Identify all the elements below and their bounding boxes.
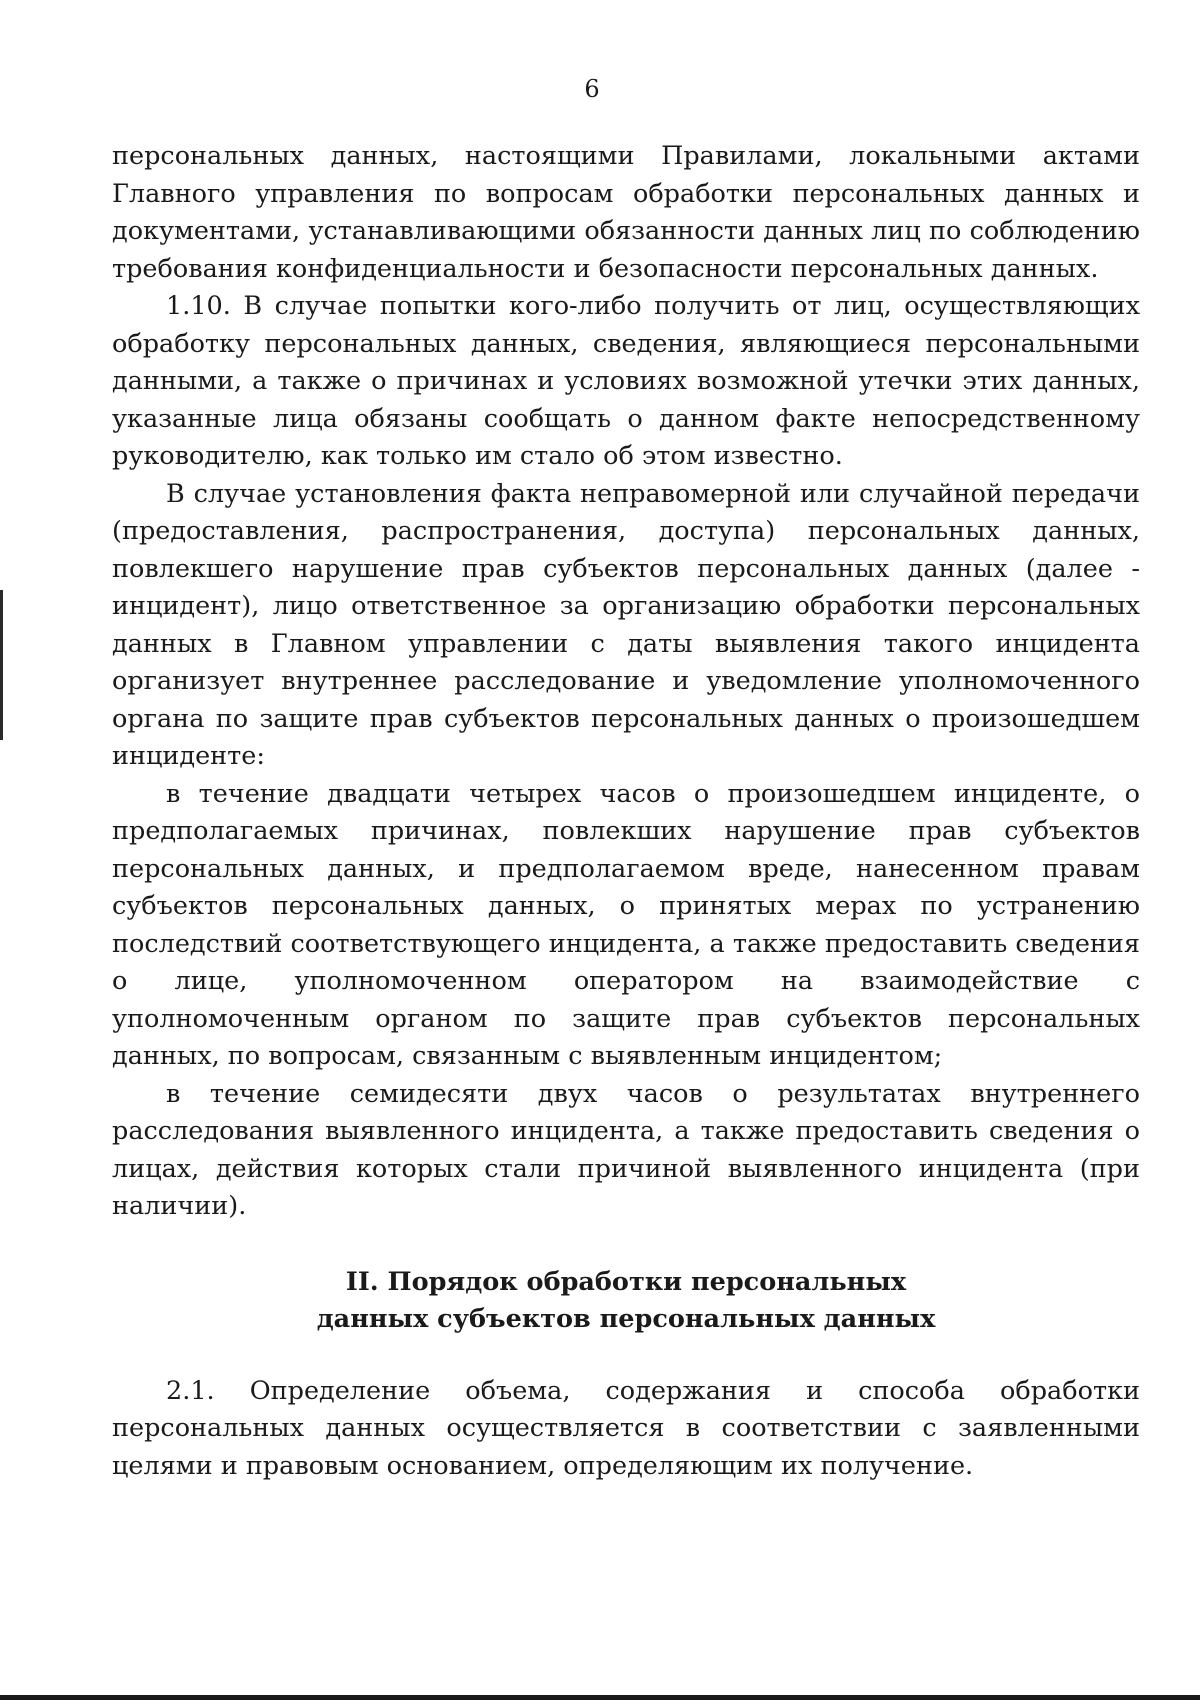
paragraph-continuation: персональных данных, настоящими Правилами, локальными актами Главного управления по вопросам обработки персональных данных и документами, устанавливающими обязанности данных лиц по соблюдению требования конфиденциальности и безопасности персональных данных.: [112, 141, 1140, 284]
scan-edge-mark: [0, 590, 3, 740]
page-number: 6: [584, 75, 600, 103]
section-heading: [112, 1264, 1140, 1339]
paragraph-2-1: 2.1. Определение объема, содержания и способа обработки персональных данных осуществляется в соответствии с заявленными целями и правовым основанием, определяющим их получение.: [112, 1375, 1140, 1481]
paragraph-1-10: 1.10. В случае попытки кого-либо получить от лиц, осуществляющих обработку персональных данных, сведения, являющиеся персональными данными, а также о причинах и условиях возможной утечки этих данных, указанные лица обязаны сообщать о данном факте непосредственному руководителю, как только им стало об этом известно.: [112, 291, 1140, 471]
document-body: [112, 138, 1140, 1485]
scan-bottom-edge: [0, 1695, 1200, 1700]
section-heading-line-2: данных субъектов персональных данных: [316, 1304, 936, 1334]
paragraph-incident: В случае установления факта неправомерной или случайной передачи (предоставления, распространения, доступа) персональных данных, повлекшего нарушение прав субъектов персональных данных (далее - инцидент), лицо ответственное за организацию обработки персональных данных в Главном управлении с даты выявления такого инцидента организует внутреннее расследование и уведомление уполномоченного органа по защите прав субъектов персональных данных о произошедшем инциденте:: [112, 478, 1140, 771]
section-heading-line-1: II. Порядок обработки персональных: [345, 1266, 907, 1297]
paragraph-24-hours: в течение двадцати четырех часов о произошедшем инциденте, о предполагаемых причинах, повлекших нарушение прав субъектов персональных данных, и предполагаемом вреде, нанесенном правам субъектов персональных данных, о принятых мерах по устранению последствий соответствующего инцидента, а также предоставить сведения о лице, уполномоченном оператором на взаимодействие с уполномоченным органом по защите прав субъектов персональных данных, по вопросам, связанным с выявленным инцидентом;: [112, 778, 1140, 1071]
paragraph-72-hours: в течение семидесяти двух часов о результатах внутреннего расследования выявленного инцидента, а также предоставить сведения о лицах, действия которых стали причиной выявленного инцидента (при наличии).: [112, 1078, 1140, 1221]
